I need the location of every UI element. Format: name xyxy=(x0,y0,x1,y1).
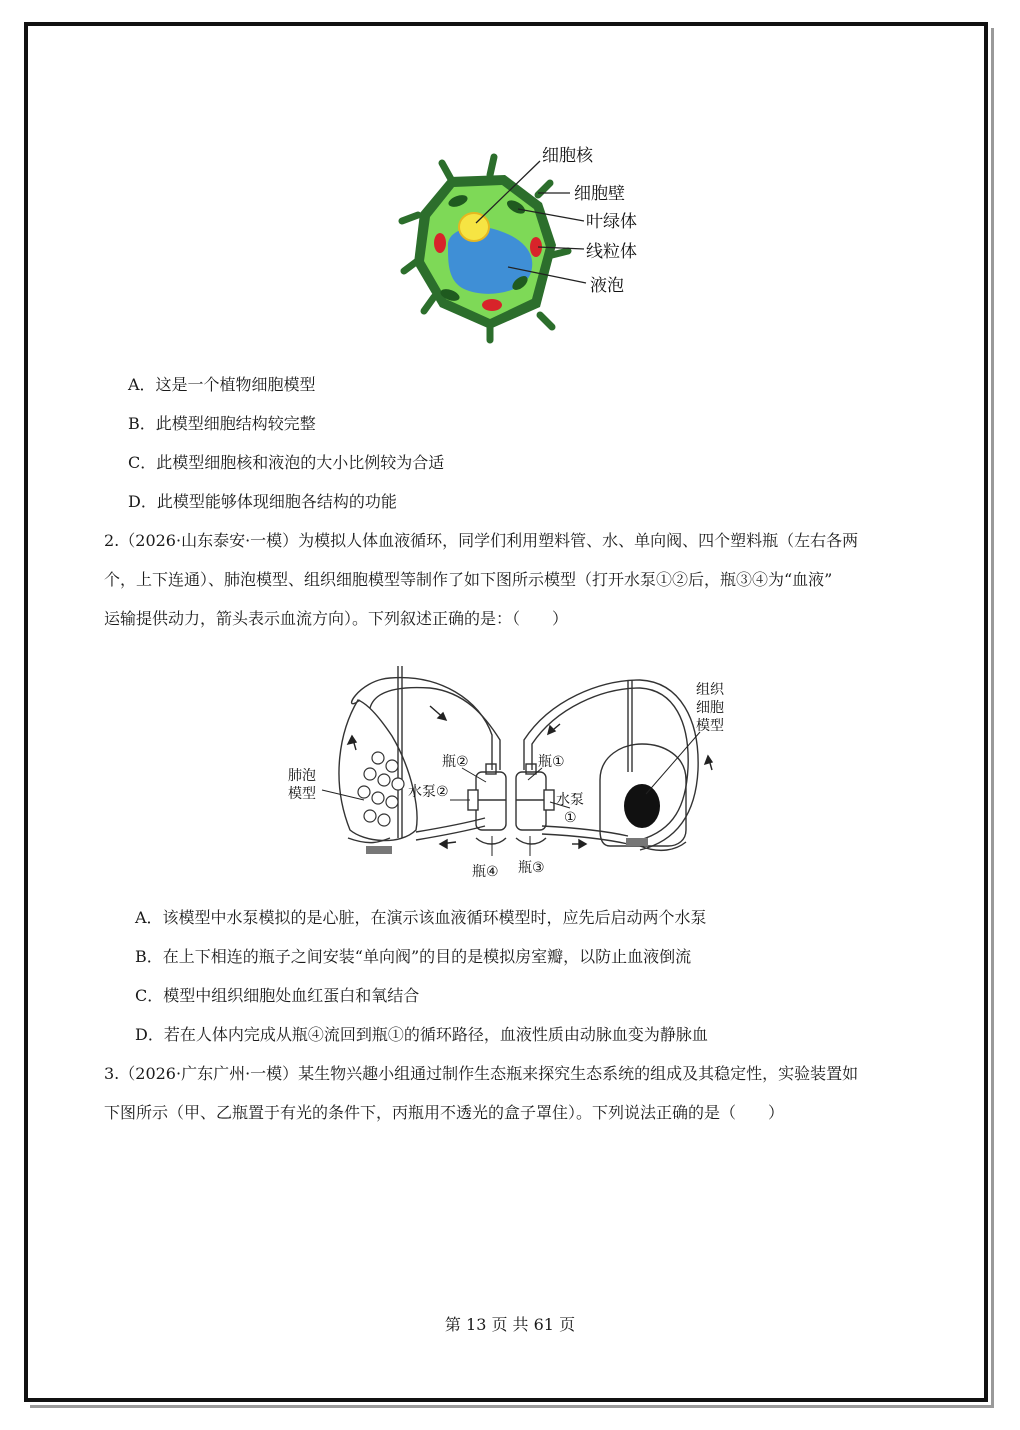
q2-stem-line-1: 2.（2026·山东泰安·一模）为模拟人体血液循环，同学们利用塑料管、水、单向阀、四个塑料瓶（左右各两 xyxy=(104,531,859,550)
valve-right xyxy=(626,838,648,846)
label-vacuole: 液泡 xyxy=(590,276,624,296)
q2-stem-line-2: 个，上下连通）、肺泡模型、组织细胞模型等制作了如下图所示模型（打开水泵①②后，瓶③④为“血液” xyxy=(104,570,833,589)
label-bottle-1: 瓶① xyxy=(538,754,565,770)
q1-option-b: B．此模型细胞结构较完整 xyxy=(128,414,316,433)
label-bottle-3: 瓶③ xyxy=(518,860,545,876)
label-tissue-3: 模型 xyxy=(696,718,724,734)
label-pump-2: 水泵② xyxy=(408,784,449,800)
circulation-model-figure xyxy=(280,660,740,885)
plant-cell-figure xyxy=(390,135,670,350)
label-pump-1a: 水泵 xyxy=(556,792,584,808)
q2-option-b: B．在上下相连的瓶子之间安装“单向阀”的目的是模拟房室瓣，以防止血液倒流 xyxy=(135,947,692,966)
page-number: 第 13 页 共 61 页 xyxy=(444,1315,576,1334)
q1-option-a: A．这是一个植物细胞模型 xyxy=(128,375,316,394)
label-tissue-2: 细胞 xyxy=(696,700,724,716)
q3-stem-line-2: 下图所示（甲、乙瓶置于有光的条件下，丙瓶用不透光的盒子罩住）。下列说法正确的是（ ） xyxy=(104,1103,785,1122)
alveoli-circles xyxy=(358,752,404,826)
label-cell-wall: 细胞壁 xyxy=(574,184,625,204)
q2-option-d: D．若在人体内完成从瓶④流回到瓶①的循环路径，血液性质由动脉血变为静脉血 xyxy=(135,1025,708,1044)
q2-option-a: A．该模型中水泵模拟的是心脏，在演示该血液循环模型时，应先后启动两个水泵 xyxy=(135,908,707,927)
label-alveoli-2: 模型 xyxy=(288,786,316,802)
label-tissue-1: 组织 xyxy=(696,682,724,698)
q2-option-c: C．模型中组织细胞处血红蛋白和氧结合 xyxy=(135,986,420,1005)
label-bottle-2: 瓶② xyxy=(442,754,469,770)
label-pump-1b: ① xyxy=(564,810,577,826)
q1-option-c: C．此模型细胞核和液泡的大小比例较为合适 xyxy=(128,453,445,472)
q1-option-d: D．此模型能够体现细胞各结构的功能 xyxy=(128,492,397,511)
label-chloroplast: 叶绿体 xyxy=(586,212,637,232)
q2-stem-line-3: 运输提供动力，箭头表示血流方向）。下列叙述正确的是：（ ） xyxy=(104,609,569,628)
q3-stem-line-1: 3.（2026·广东广州·一模）某生物兴趣小组通过制作生态瓶来探究生态系统的组成及其稳定性，实验装置如 xyxy=(104,1064,859,1083)
label-nucleus: 细胞核 xyxy=(542,146,593,166)
valve-left xyxy=(366,846,392,854)
label-alveoli-1: 肺泡 xyxy=(288,768,316,784)
label-mitochondria: 线粒体 xyxy=(586,242,637,262)
nucleus xyxy=(459,213,489,241)
tissue-cell-nucleus xyxy=(624,784,660,828)
label-bottle-4: 瓶④ xyxy=(472,864,499,880)
